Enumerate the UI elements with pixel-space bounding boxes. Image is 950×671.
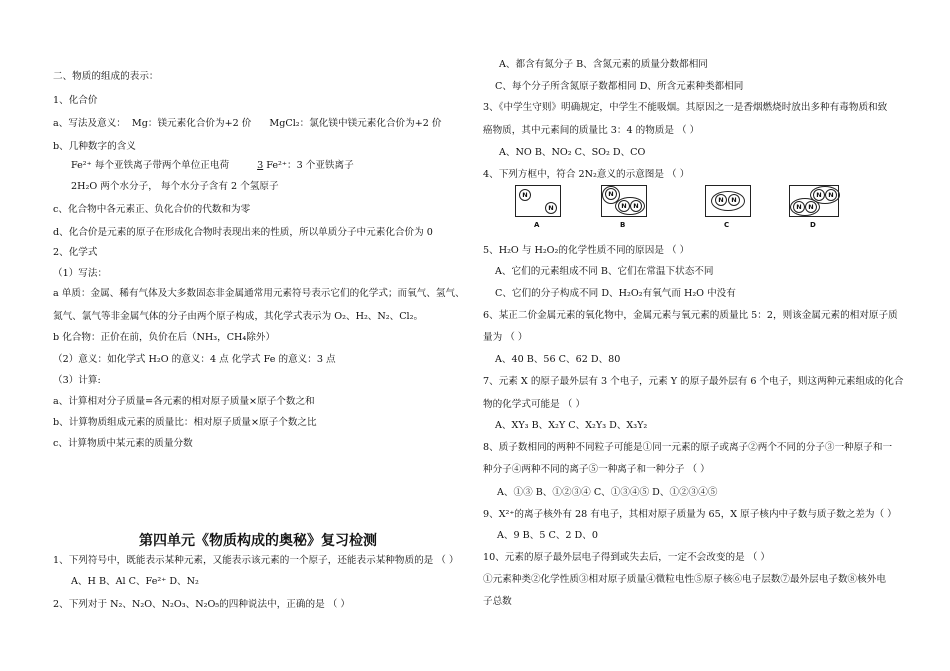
question-8-options: A、①③ B、①②③④ C、①③④⑤ D、①②③④⑤ bbox=[497, 487, 718, 498]
atom-icon: N bbox=[519, 189, 531, 201]
calc-a: a、计算相对分子质量=各元素的相对原子质量×原子个数之和 bbox=[53, 396, 315, 407]
question-5: 5、H₂O 与 H₂O₂的化学性质不同的原因是 （ ） bbox=[483, 245, 690, 256]
atom-icon: N bbox=[605, 188, 617, 200]
question-10-options-line1: ①元素种类②化学性质③相对原子质量④微粒电性⑤原子核⑥电子层数⑦最外层电子数⑧核外电 bbox=[483, 574, 886, 585]
question-9: 9、X²⁺的离子核外有 28 有电子，其相对原子质量为 65，X 原子核内中子数与质子数之差为（ ） bbox=[483, 509, 897, 520]
exam-title: 第四单元《物质构成的奥秘》复习检测 bbox=[139, 533, 377, 549]
calc-heading: （3）计算: bbox=[53, 375, 101, 386]
q5-options-ab: A、它们的元素组成不同 B、它们在常温下状态不同 bbox=[495, 266, 714, 277]
write-b: b 化合物：正价在前，负价在后（NH₃，CH₄除外） bbox=[53, 332, 276, 343]
question-1-options: A、H B、Al C、Fe²⁺ D、N₂ bbox=[71, 576, 199, 587]
question-6-line2: 量为 （ ） bbox=[483, 332, 528, 343]
valence-a-mgcl2: MgCl₂：氯化镁中镁元素化合价为+2 价 bbox=[269, 118, 442, 129]
write-heading: （1）写法： bbox=[53, 268, 108, 279]
question-3-options: A、NO B、NO₂ C、SO₂ D、CO bbox=[499, 147, 646, 158]
diagram-label-d: D bbox=[810, 221, 816, 229]
question-2: 2、下列对于 N₂、N₂O、N₂O₃、N₂O₅的四种说法中，正确的是 （ ） bbox=[53, 599, 350, 610]
q5-options-cd: C、它们的分子构成不同 D、H₂O₂有氧气而 H₂O 中没有 bbox=[495, 288, 736, 299]
question-9-options: A、9 B、5 C、2 D、0 bbox=[497, 530, 598, 541]
diagram-label-c: C bbox=[724, 221, 730, 229]
atom-icon: N bbox=[793, 201, 805, 213]
valence-a-prefix: a、写法及意义： bbox=[53, 118, 126, 129]
formula-heading: 2、化学式 bbox=[53, 247, 98, 258]
question-6-line1: 6、某正二价金属元素的氧化物中，金属元素与氧元素的质量比 5：2，则该金属元素的相对原子质 bbox=[483, 310, 898, 321]
valence-c: c、化合物中各元素正、负化合价的代数和为零 bbox=[53, 204, 251, 215]
question-10: 10、元素的原子最外层电子得到或失去后，一定不会改变的是 （ ） bbox=[483, 552, 770, 563]
question-7-line2: 物的化学式可能是 （ ） bbox=[483, 399, 586, 410]
valence-a-mg: Mg：镁元素化合价为+2 价 bbox=[131, 118, 252, 129]
question-10-options-line2: 子总数 bbox=[483, 596, 512, 607]
fe-ion3-rest: Fe²⁺：3 个亚铁离子 bbox=[263, 160, 354, 171]
section-heading: 二、物质的组成的表示： bbox=[53, 71, 159, 82]
water-line: 2H₂O 两个水分子， 每个水分子含有 2 个氢原子 bbox=[71, 181, 279, 192]
atom-icon: N bbox=[630, 200, 642, 212]
fe-ion-line bbox=[71, 159, 354, 172]
valence-d: d、化合价是元素的原子在形成化合物时表现出来的性质，所以单质分子中元素化合价为 0 bbox=[53, 227, 433, 238]
question-3-line1: 3、《中学生守则》明确规定，中学生不能吸烟。其原因之一是香烟燃烧时放出多种有毒物质和致 bbox=[483, 102, 888, 113]
question-7-line1: 7、元素 X 的原子最外层有 3 个电子，元素 Y 的原子最外层有 6 个电子，则这两种元素组成的化合 bbox=[483, 376, 904, 387]
atom-icon: N bbox=[545, 202, 557, 214]
valence-b: b、几种数字的含义 bbox=[53, 141, 136, 152]
q2-options-cd: C、每个分子所含氮原子数都相同 D、所含元素种类都相同 bbox=[495, 81, 744, 92]
question-1: 1、下列符号中，既能表示某种元素，又能表示该元素的一个原子，还能表示某种物质的是 （ ） bbox=[53, 555, 459, 566]
q4-diagram bbox=[503, 185, 903, 235]
valence-a bbox=[53, 117, 442, 130]
question-6-options: A、40 B、56 C、62 D、80 bbox=[495, 354, 621, 365]
atom-icon: N bbox=[728, 194, 740, 206]
question-4: 4、下列方框中，符合 2N₂意义的示意图是 （ ） bbox=[483, 169, 690, 180]
question-8-line1: 8、质子数相同的两种不同粒子可能是①同一元素的原子或离子②两个不同的分子③一种原子和一 bbox=[483, 442, 893, 453]
diagram-label-a: A bbox=[534, 221, 540, 229]
write-a-line1: a 单质：金属、稀有气体及大多数固态非金属通常用元素符号表示它们的化学式；而氧气、氢气、 bbox=[53, 288, 465, 299]
valence-heading: 1、化合价 bbox=[53, 95, 98, 106]
calc-b: b、计算物质组成元素的质量比：相对原子质量×原子个数之比 bbox=[53, 417, 317, 428]
fe-ion3-number: 3 bbox=[257, 160, 264, 171]
atom-icon: N bbox=[715, 194, 727, 206]
fe-ion: Fe²⁺ 每个亚铁离子带两个单位正电荷 bbox=[71, 160, 230, 171]
diagram-label-b: B bbox=[620, 221, 626, 229]
calc-c: c、计算物质中某元素的质量分数 bbox=[53, 438, 193, 449]
write-a-line2: 氮气、氯气等非金属气体的分子由两个原子构成，其化学式表示为 O₂、H₂、N₂、Cl₂。 bbox=[53, 311, 424, 322]
q2-options-ab: A、都含有氮分子 B、含氮元素的质量分数都相同 bbox=[499, 59, 708, 70]
question-3-line2: 癌物质，其中元素间的质量比 3：4 的物质是 （ ） bbox=[483, 125, 700, 136]
atom-icon: N bbox=[825, 189, 837, 201]
meaning-line: （2）意义：如化学式 H₂O 的意义：4 点 化学式 Fe 的意义：3 点 bbox=[53, 354, 336, 365]
atom-icon: N bbox=[805, 201, 817, 213]
question-7-options: A、XY₃ B、X₂Y C、X₂Y₃ D、X₃Y₂ bbox=[495, 420, 648, 431]
atom-icon: N bbox=[618, 200, 630, 212]
question-8-line2: 种分子④两种不同的离子⑤一种离子和一种分子 （ ） bbox=[483, 464, 710, 475]
atom-icon: N bbox=[813, 189, 825, 201]
